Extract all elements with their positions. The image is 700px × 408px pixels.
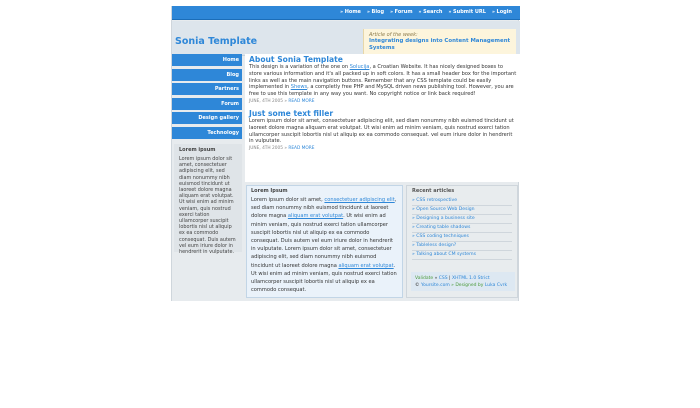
lorem-ipsum-box [246,185,403,298]
about-read-more-link[interactable]: READ MORE [288,98,315,104]
lorem-box-title: Lorem Ipsum [251,188,288,194]
aliquam-link-2[interactable]: aliquam erat volutpat [338,262,394,269]
topnav-search[interactable]: » Search [419,9,443,15]
recent-article-link[interactable]: » Talking about CM systems [412,251,512,260]
about-date: JUNE, 4TH 2005 » [249,98,289,104]
topnav-login[interactable]: » Login [492,9,512,15]
sidenav-design-gallery[interactable]: Design gallery [172,112,242,124]
article-of-week-label: Article of the week: [369,32,418,38]
topnav-forum[interactable]: » Forum [390,9,412,15]
filler-paragraph: Lorem ipsum dolor sit amet, consectetuer adipiscing elit, sed diam nonummy nibh euismod tincidunt ut laoreet dolore magna aliquam erat volutpat. Ut wisi enim ad minim veniam, quis nostrud exerci tation ullamcorper suscipit lobortis nisl ut aliquip ex ea commodo consequat. vel eum iriure dolor in hendrerit in vulputate. [249,117,514,145]
filler-read-more-link[interactable]: READ MORE [288,146,315,152]
lorem-text-2: , sed diam nonummy nibh euismod tincidunt ut laoreet dolore magna [251,197,397,220]
validate-label: Validate [415,276,434,281]
author-link[interactable]: Luka Cvrk [484,283,508,288]
about-heading: About Sonia Template [249,55,343,64]
yoursite-link[interactable]: Yoursite.com [420,283,450,288]
recent-articles-box [406,185,518,298]
sidebar-box-title: Lorem ipsum [179,147,216,153]
recent-article-link[interactable]: » Open Source Web Design [412,206,512,215]
sidebar-lorem-box [174,144,242,256]
recent-article-link[interactable]: » Designing a business site [412,215,512,224]
shews-link[interactable]: Shews [290,84,308,91]
lorem-text-4: . Ut wisi enim ad minim veniam, quis nostrud exerci tation ullamcorper suscipit lobortis nisl ut aliquip ex ea commodo consequat. [251,262,397,294]
recent-article-link[interactable]: » Creating table shadows [412,224,512,233]
article-of-week-box [363,29,516,56]
validate-sep: » [433,276,439,281]
topnav-blog[interactable]: » Blog [367,9,384,15]
lorem-text-1: Lorem ipsum dolor sit amet, [251,197,325,203]
aliquam-link-1[interactable]: aliquam erat volutpat [287,213,344,220]
solucija-link[interactable]: Solucija [349,64,370,70]
recent-article-link[interactable]: » CSS coding techniques [412,233,512,242]
sidebar-box-text: Lorem ipsum dolor sit amet, consectetuer adipiscing elit, sed diam nonummy nibh euismod tincidunt ut laoreet dolore magna aliquam erat volutpat. Ut wisi enim ad minim veniam, quis nostrud exerci tation ullamcorper suscipit lobortis nisl ut aliquip ex ea commodo consequat. Duis autem vel eum iriure dolor in hendrerit in vulputate. [179,156,236,256]
sidenav-technology[interactable]: Technology [172,127,242,139]
about-text-3: , a completly free PHP and MySQL driven news publishing tool. However, you are free to use this template in any way you want. No copyright notice or link back required! [249,84,514,98]
about-text-1: This design is a variation of the one on [249,64,350,70]
sidenav-partners[interactable]: Partners [172,83,242,95]
lorem-text-3: . Ut wisi enim ad minim veniam, quis nostrud exerci tation ullamcorper suscipit lobortis nisl ut aliquip ex ea commodo consequat. Duis autem vel eum iriure dolor in hendrerit in vulputate. Lorem ipsum dolor sit amet, consectetuer adipiscing elit, sed diam nonummy nibh euismod tincidunt ut laoreet dolore magna [251,213,393,269]
recent-article-link[interactable]: » Tableless design? [412,242,512,251]
topnav-home[interactable]: » Home [340,9,361,15]
about-meta [249,99,517,104]
topnav-submit-url[interactable]: » Submit URL [448,9,485,15]
lorem-box-text [251,196,398,294]
recent-articles-title: Recent articles [412,188,455,194]
sidenav-forum[interactable]: Forum [172,98,242,110]
validate-box [411,272,515,291]
css-validate-link[interactable]: CSS [438,276,448,281]
side-navigation [172,54,242,141]
designed-by-text: » Designed by [449,283,485,288]
page-container [171,6,519,301]
validate-sep: | [447,276,453,281]
about-paragraph [249,64,517,98]
main-content [245,54,520,182]
sidenav-home[interactable]: Home [172,54,242,66]
xhtml-validate-link[interactable]: XHTML 1.0 Strict [452,276,490,281]
copyright-symbol: © [415,283,421,288]
article-of-week-link[interactable]: Integrating designs into Content Management Systems [369,38,511,51]
filler-date: JUNE, 4TH 2005 » [249,146,289,152]
recent-article-link[interactable]: » CSS retrospective [412,197,512,206]
about-text-2: , a Croatian Website. It has nicely designed boxes to store various information and it's all packed up in soft colors. It has a small header box for the important links as well as the main navigation buttons. Remember that any CSS template could be easily implemented in [249,64,517,91]
header [172,21,520,56]
filler-heading: Just some text filler [249,108,334,118]
top-navigation [172,6,520,20]
filler-meta [249,146,517,151]
consectetuer-link[interactable]: consectetuer adipiscing elit [324,197,395,203]
sidenav-blog[interactable]: Blog [172,69,242,81]
site-title[interactable]: Sonia Template [175,36,258,47]
